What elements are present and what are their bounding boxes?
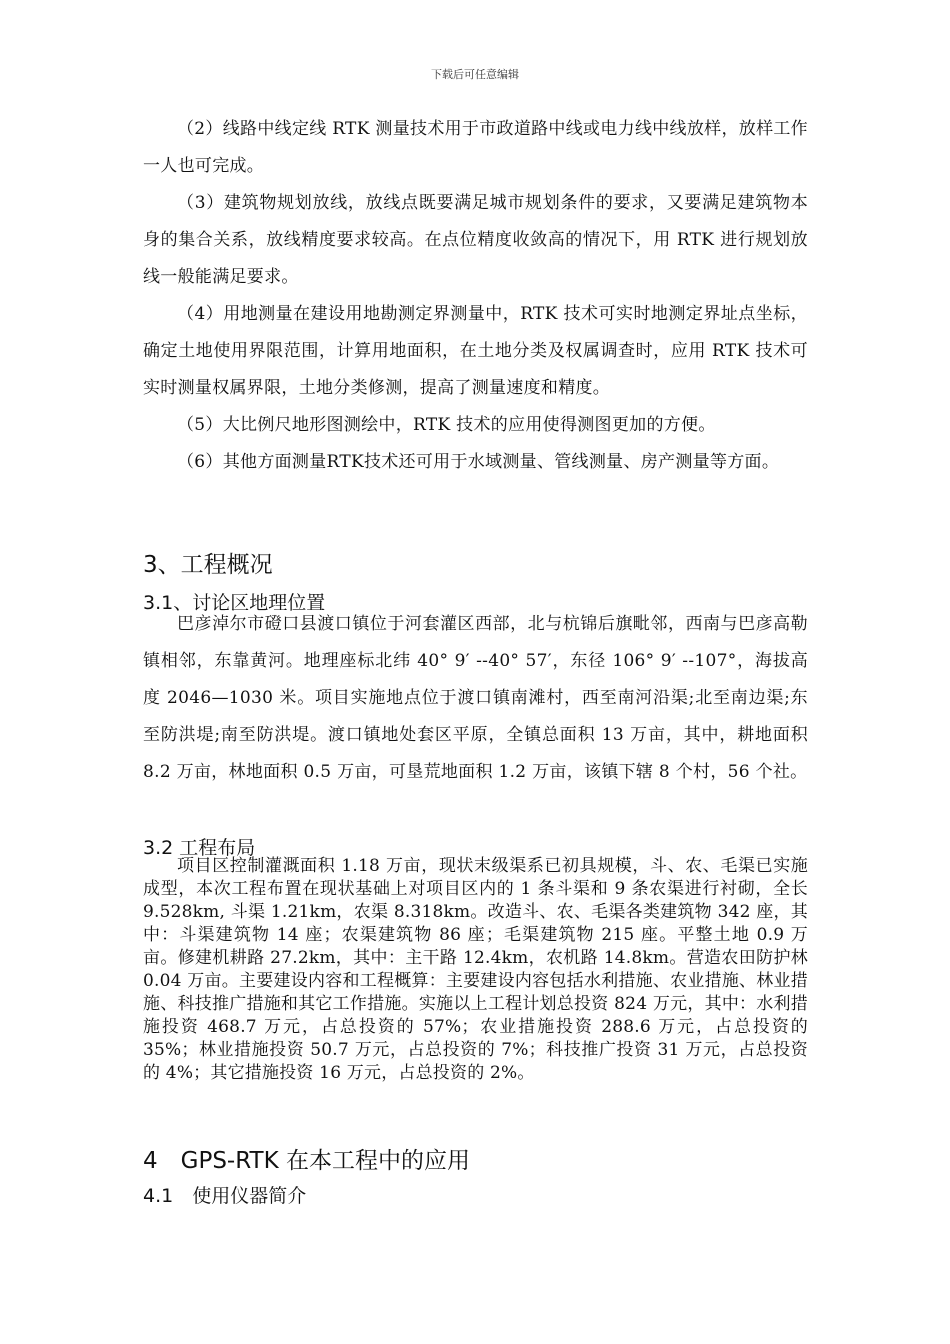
list-item: （6）其他方面测量RTK技术还可用于水域测量、管线测量、房产测量等方面。 (177, 452, 780, 472)
section-3-1-body (143, 606, 808, 791)
list-item: （3）建筑物规划放线，放线点既要满足城市规划条件的要求，又要满足建筑物本身的集合关系，放线精度要求较高。在点位精度收敛高的情况下，用 RTK 进行规划放线一般能满足要求。 (143, 193, 808, 287)
list-item: （5）大比例尺地形图测绘中，RTK 技术的应用使得测图更加的方便。 (177, 415, 716, 435)
section-3-2-heading: 3.2 工程布局 (143, 837, 256, 859)
page-header: 下载后可任意编辑 (431, 68, 519, 81)
paragraph: 巴彦淖尔市磴口县渡口镇位于河套灌区西部，北与杭锦后旗毗邻，西南与巴彦高勒镇相邻，东靠黄河。地理座标北纬 40° 9′ --40° 57′，东径 106° 9′ --107°，海拔高度 2046—1030 米。项目实施地点位于渡口镇南滩村，西至南河沿渠;北至南边渠;东至防洪堤;南至防洪堤。渡口镇地处套区平原，全镇总面积 13 万亩，其中，耕地面积 8.2 万亩，林地面积 0.5 万亩，可垦荒地面积 1.2 万亩，该镇下辖 8 个村，56 个社。 (143, 614, 808, 782)
section-3-1-heading: 3.1、讨论区地理位置 (143, 592, 326, 614)
section-4-1-heading: 4.1 使用仪器简介 (143, 1185, 307, 1207)
paragraph: 项目区控制灌溉面积 1.18 万亩，现状末级渠系已初具规模，斗、农、毛渠已实施成型，本次工程布置在现状基础上对项目区内的 1 条斗渠和 9 条农渠进行衬砌，全长 9.528km, 斗渠 1.21km，农渠 8.318km。改造斗、农、毛渠各类建筑物 342 座，其中：斗渠建筑物 14 座；农渠建筑物 86 座；毛渠建筑物 215 座。平整土地 0.9 万亩。修建机耕路 27.2km，其中：主干路 12.4km，农机路 14.8km。营造农田防护林 0.04 万亩。主要建设内容和工程概算：主要建设内容包括水利措施、农业措施、林业措施、科技推广措施和其它工作措施。实施以上工程计划总投资 824 万元，其中：水利措施投资 468.7 万元，占总投资的 57%；农业措施投资 288.6 万元，占总投资的 35%；林业措施投资 50.7 万元，占总投资的 7%；科技推广投资 31 万元，占总投资的 4%；其它措施投资 16 万元，占总投资的 2%。 (143, 856, 808, 1083)
section-3-heading: 3、工程概况 (143, 552, 273, 578)
section-3-2-body (143, 855, 808, 1085)
list-item: （2）线路中线定线 RTK 测量技术用于市政道路中线或电力线中线放样，放样工作一人也可完成。 (143, 119, 808, 176)
section-4-heading: 4 GPS-RTK 在本工程中的应用 (143, 1148, 470, 1174)
rtk-applications-list (143, 111, 808, 481)
list-item: （4）用地测量在建设用地勘测定界测量中，RTK 技术可实时地测定界址点坐标，确定土地使用界限范围，计算用地面积，在土地分类及权属调查时，应用 RTK 技术可实时测量权属界限，土地分类修测，提高了测量速度和精度。 (143, 304, 808, 398)
